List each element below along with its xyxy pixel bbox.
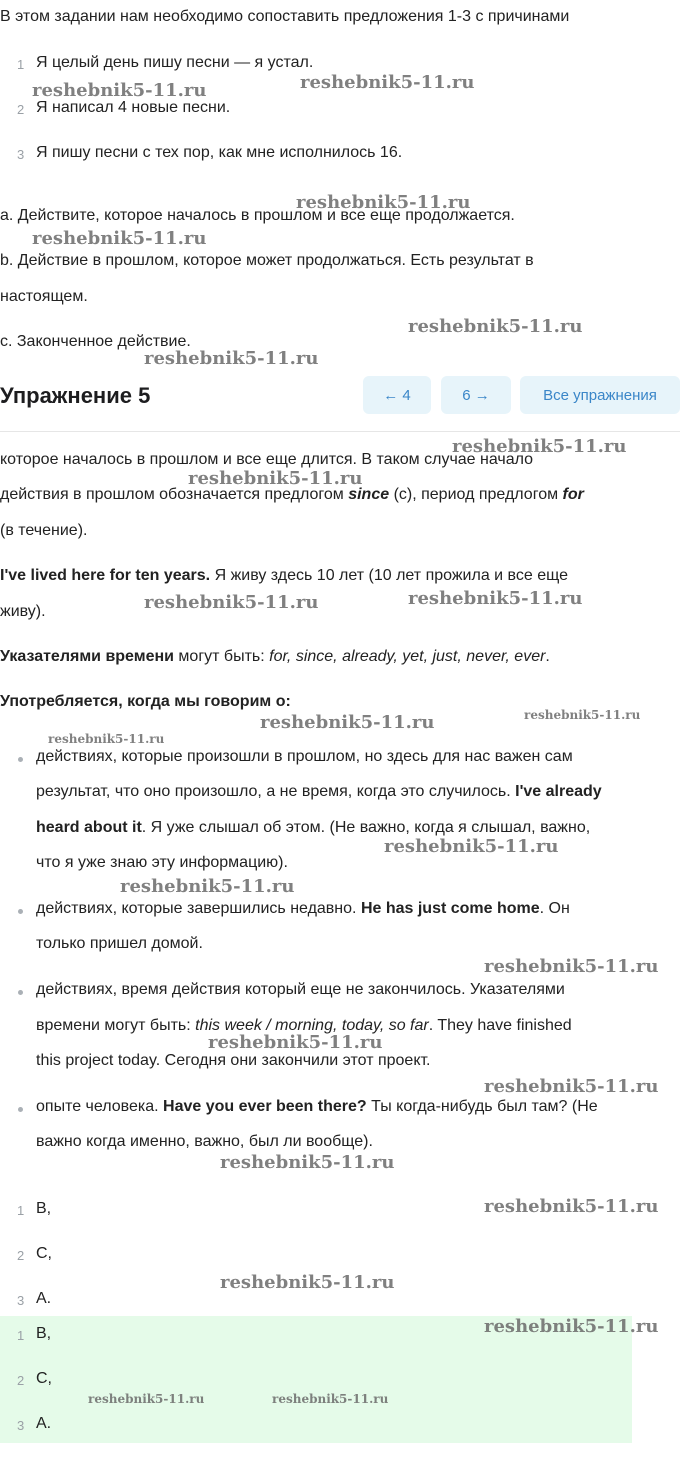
list-number: 2 <box>17 102 25 117</box>
next-exercise-button[interactable]: 6 → <box>441 376 511 414</box>
watermark: reshebnik5-11.ru <box>524 708 641 722</box>
bullet-line <box>36 1098 598 1116</box>
page-title: Упражнение 5 <box>0 383 151 408</box>
watermark: reshebnik5-11.ru <box>408 316 583 337</box>
watermark: reshebnik5-11.ru <box>484 1196 659 1217</box>
example-line: живу). <box>0 603 46 620</box>
bullet <box>18 757 23 762</box>
answer-number: 1 <box>17 1328 25 1343</box>
answer-number: 2 <box>17 1373 25 1388</box>
bullet-example: Have you ever been there? <box>163 1098 367 1115</box>
bullet-example: He has just come home <box>360 900 540 917</box>
watermark: reshebnik5-11.ru <box>300 72 475 93</box>
bullet <box>18 909 23 914</box>
bullet-text: Ты когда-нибудь был там? (Не <box>366 1098 598 1115</box>
bullet-line: this project today. Сегодня они закончили этот проект. <box>36 1052 431 1069</box>
theory-line: (в течение). <box>0 522 88 539</box>
bullet-line: действиях, время действия который еще не закончилось. Указателями <box>36 981 565 998</box>
answer-number: 3 <box>17 1418 25 1433</box>
watermark: reshebnik5-11.ru <box>220 1272 395 1293</box>
watermark: reshebnik5-11.ru <box>408 588 583 609</box>
bullet-example: I've already <box>515 783 602 800</box>
answer-number: 2 <box>17 1248 25 1263</box>
bullet <box>18 990 23 995</box>
bullet-text: времени могут быть: <box>36 1017 196 1034</box>
correct-answer-item: A. <box>36 1415 52 1432</box>
theory-line: которое началось в прошлом и все еще длится. В таком случае начало <box>0 451 534 468</box>
bullet-line <box>36 900 570 918</box>
watermark: reshebnik5-11.ru <box>452 436 627 457</box>
reason-b-cont: настоящем. <box>0 288 88 305</box>
markers-text: могут быть: <box>173 648 270 665</box>
correct-answer-item: B, <box>36 1325 52 1342</box>
bullet-text: действиях, которые завершились недавно. <box>36 900 361 917</box>
bullet-markers: this week / morning, today, so far <box>195 1017 429 1034</box>
bullet-text: . They have finished <box>428 1017 572 1034</box>
watermark: reshebnik5-11.ru <box>272 1392 389 1406</box>
bullet-line: действиях, которые произошли в прошлом, но здесь для нас важен сам <box>36 748 573 765</box>
watermark: reshebnik5-11.ru <box>220 1152 395 1173</box>
all-exercises-button[interactable]: Все упражнения <box>520 376 680 414</box>
watermark: reshebnik5-11.ru <box>296 192 471 213</box>
theory-text: действия в прошлом обозначается предлогом <box>0 486 349 503</box>
watermark: reshebnik5-11.ru <box>484 956 659 977</box>
watermark: reshebnik5-11.ru <box>484 1316 659 1337</box>
answer-number: 3 <box>17 1293 25 1308</box>
watermark: reshebnik5-11.ru <box>260 712 435 733</box>
bullet <box>18 1107 23 1112</box>
correct-answer-item: C, <box>36 1370 52 1387</box>
bullet-text: . Он <box>539 900 570 917</box>
bullet-example: heard about it <box>36 819 142 836</box>
watermark: reshebnik5-11.ru <box>120 876 295 897</box>
bullet-line: только пришел домой. <box>36 935 203 952</box>
bullet-text: результат, что оно произошло, а не время, когда это случилось. <box>36 783 516 800</box>
bullet-text: . Я уже слышал об этом. (Не важно, когда я слышал, важно, <box>141 819 591 836</box>
bullet-line <box>36 819 590 837</box>
reason-a: a. Действите, которое началось в прошлом и все еще продолжается. <box>0 207 515 224</box>
answer-item: A. <box>36 1290 52 1307</box>
divider <box>0 431 680 432</box>
markers-text: . <box>545 648 550 665</box>
sentence-1: Я целый день пишу песни — я устал. <box>36 54 314 71</box>
sentence-2: Я написал 4 новые песни. <box>36 99 231 116</box>
watermark: reshebnik5-11.ru <box>484 1076 659 1097</box>
markers-list: for, since, already, yet, just, never, ever <box>269 648 546 665</box>
usage-heading: Употребляется, когда мы говорим о: <box>0 693 291 710</box>
bullet-line: важно когда именно, важно, был ли вообще). <box>36 1133 373 1150</box>
example-line <box>0 567 568 585</box>
bullet-line: что я уже знаю эту информацию). <box>36 854 288 871</box>
answer-item: C, <box>36 1245 52 1262</box>
watermark: reshebnik5-11.ru <box>188 468 363 489</box>
bullet-text: опыте человека. <box>36 1098 164 1115</box>
bullet-line <box>36 783 602 801</box>
list-number: 1 <box>17 57 25 72</box>
watermark: reshebnik5-11.ru <box>144 348 319 369</box>
answer-item: B, <box>36 1200 52 1217</box>
watermark: reshebnik5-11.ru <box>32 80 207 101</box>
prev-exercise-button[interactable]: ← 4 <box>363 376 431 414</box>
reason-b: b. Действие в прошлом, которое может продолжаться. Есть результат в <box>0 252 534 269</box>
list-number: 3 <box>17 147 25 162</box>
watermark: reshebnik5-11.ru <box>384 836 559 857</box>
example-translation: Я живу здесь 10 лет (10 лет прожила и все еще <box>210 567 568 584</box>
watermark: reshebnik5-11.ru <box>208 1032 383 1053</box>
watermark: reshebnik5-11.ru <box>144 592 319 613</box>
watermark: reshebnik5-11.ru <box>88 1392 205 1406</box>
example-english: I've lived here for ten years. <box>0 567 211 584</box>
answer-number: 1 <box>17 1203 25 1218</box>
watermark: reshebnik5-11.ru <box>32 228 207 249</box>
reason-c: c. Законченное действие. <box>0 333 191 350</box>
intro-text: В этом задании нам необходимо сопоставить предложения 1-3 с причинами <box>0 8 570 25</box>
sentence-3: Я пишу песни с тех пор, как мне исполнилось 16. <box>36 144 403 161</box>
theory-text: (с), период предлогом <box>389 486 563 503</box>
time-markers <box>0 648 550 666</box>
markers-label: Указателями времени <box>0 648 174 665</box>
theory-keyword: for <box>562 486 584 503</box>
watermark: reshebnik5-11.ru <box>48 732 165 746</box>
theory-keyword: since <box>348 486 390 503</box>
